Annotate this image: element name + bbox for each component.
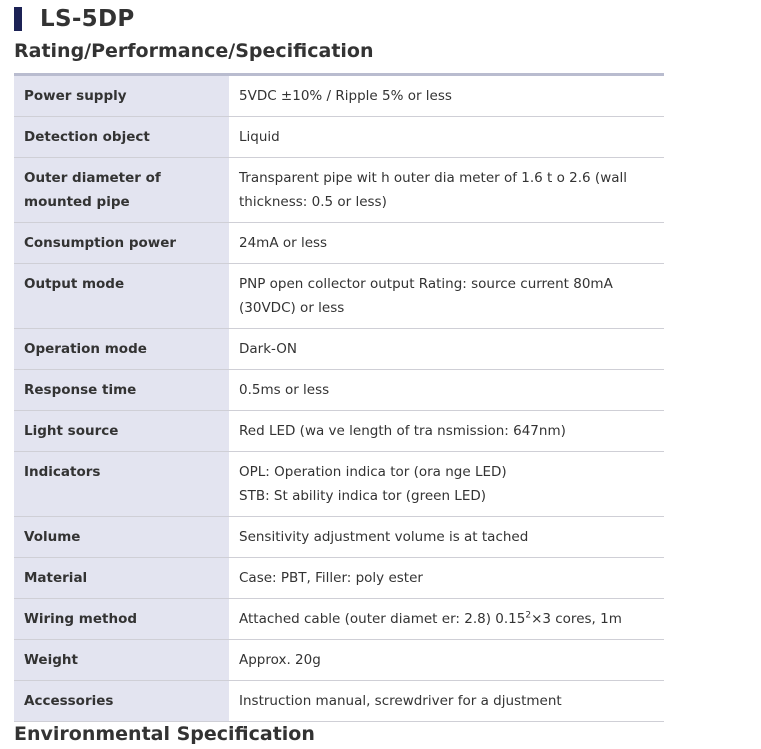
- row-label: Light source: [14, 411, 229, 452]
- value-line: STB: St ability indica tor (green LED): [239, 488, 487, 504]
- value-line: OPL: Operation indica tor (ora nge LED): [239, 464, 507, 480]
- superscript: 2: [525, 610, 532, 621]
- table-row: [14, 264, 664, 329]
- row-value: 24mA or less: [229, 223, 664, 264]
- row-label: Consumption power: [14, 223, 229, 264]
- row-value: Transparent pipe wit h outer dia meter of 1.6 t o 2.6 (wall thickness: 0.5 or less): [229, 158, 664, 223]
- row-label: Response time: [14, 370, 229, 411]
- model-header: [14, 4, 135, 34]
- title-marker-bar: [14, 7, 22, 31]
- table-row: [14, 517, 664, 558]
- row-label: Output mode: [14, 264, 229, 329]
- row-value: Dark-ON: [229, 329, 664, 370]
- table-row: [14, 370, 664, 411]
- table-row: [14, 329, 664, 370]
- table-row: [14, 223, 664, 264]
- table-row: [14, 117, 664, 158]
- row-label: Detection object: [14, 117, 229, 158]
- row-value: PNP open collector output Rating: source current 80mA (30VDC) or less: [229, 264, 664, 329]
- next-section-title: Environmental Specification: [14, 723, 315, 745]
- value-text: ×3 cores, 1m: [531, 611, 622, 627]
- table-row: [14, 681, 664, 722]
- row-value: 0.5ms or less: [229, 370, 664, 411]
- row-value: Liquid: [229, 117, 664, 158]
- row-label: Indicators: [14, 452, 229, 517]
- row-value: Sensitivity adjustment volume is at tached: [229, 517, 664, 558]
- spec-table: [14, 76, 664, 722]
- table-row: [14, 558, 664, 599]
- row-value: Approx. 20g: [229, 640, 664, 681]
- row-label: Weight: [14, 640, 229, 681]
- model-title: LS-5DP: [40, 6, 135, 32]
- table-row: [14, 599, 664, 640]
- row-label: Volume: [14, 517, 229, 558]
- table-row: [14, 452, 664, 517]
- row-label: Outer diameter of mounted pipe: [14, 158, 229, 223]
- row-label: Wiring method: [14, 599, 229, 640]
- section-title: Rating/Performance/Specification: [14, 40, 374, 62]
- row-label: Operation mode: [14, 329, 229, 370]
- row-label: Material: [14, 558, 229, 599]
- row-label: Accessories: [14, 681, 229, 722]
- value-text: Attached cable (outer diamet er: 2.8) 0.15: [239, 611, 526, 627]
- table-row: [14, 76, 664, 117]
- table-row: [14, 158, 664, 223]
- row-value: [229, 599, 664, 640]
- table-row: [14, 411, 664, 452]
- row-value: 5VDC ±10% / Ripple 5% or less: [229, 76, 664, 117]
- row-label: Power supply: [14, 76, 229, 117]
- row-value: Instruction manual, screwdriver for a djustment: [229, 681, 664, 722]
- row-value: Red LED (wa ve length of tra nsmission: 647nm): [229, 411, 664, 452]
- row-value: Case: PBT, Filler: poly ester: [229, 558, 664, 599]
- row-value: [229, 452, 664, 517]
- table-row: [14, 640, 664, 681]
